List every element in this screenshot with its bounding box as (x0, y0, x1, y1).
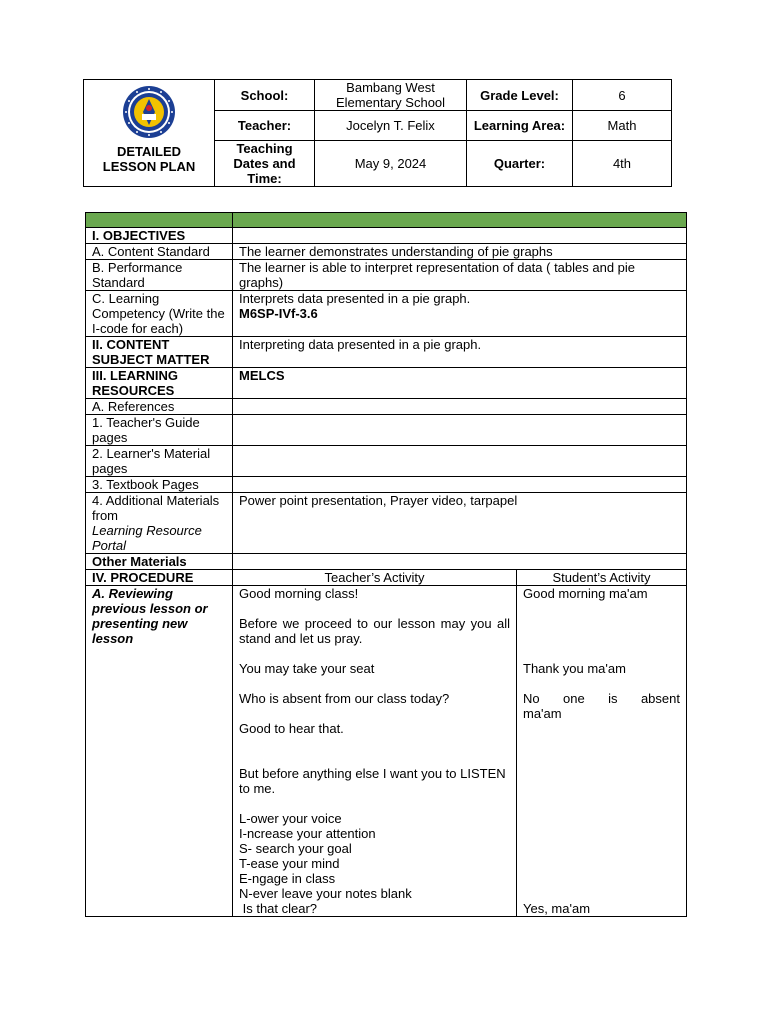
learning-resources-value: MELCS (233, 368, 687, 399)
listen-acronym-line: I-ncrease your attention (239, 826, 376, 841)
other-materials-label: Other Materials (86, 554, 233, 570)
student-line: Yes, ma'am (523, 901, 591, 916)
step-a-label: A. Reviewing previous lesson or presenting new lesson (86, 586, 233, 917)
header-table (83, 79, 672, 187)
teacher-line: Who is absent from our class today? (239, 691, 450, 706)
listen-acronym-line: N-ever leave your notes blank (239, 886, 412, 901)
objectives-label: I. OBJECTIVES (86, 228, 233, 244)
lesson-plan-table (85, 212, 687, 917)
additional-materials-value: Power point presentation, Prayer video, tarpapel (233, 493, 687, 554)
green-header-band (86, 213, 687, 228)
learning-area-value: Math (573, 111, 672, 141)
learners-material-label: 2. Learner's Material pages (86, 446, 233, 477)
teaching-dates-label: Teaching Dates and Time: (215, 141, 315, 187)
learning-competency-cell (233, 291, 687, 337)
teacher-label: Teacher: (215, 111, 315, 141)
teacher-line: Is that clear? (239, 901, 318, 916)
performance-standard-label: B. Performance Standard (86, 260, 233, 291)
deped-seal-logo (122, 85, 176, 139)
teacher-value: Jocelyn T. Felix (315, 111, 467, 141)
listen-acronym-line: S- search your goal (239, 841, 352, 856)
logo-title-cell (84, 80, 215, 187)
student-activity-header: Student’s Activity (517, 570, 687, 586)
content-standard-label: A. Content Standard (86, 244, 233, 260)
student-line: Good morning ma'am (523, 586, 648, 601)
learning-competency-code: M6SP-IVf-3.6 (239, 306, 318, 321)
teachers-guide-label: 1. Teacher's Guide pages (86, 415, 233, 446)
content-subject-matter-value: Interpreting data presented in a pie graph. (233, 337, 687, 368)
teaching-dates-value: May 9, 2024 (315, 141, 467, 187)
student-activity-cell (517, 586, 687, 917)
listen-acronym-line: E-ngage in class (239, 871, 336, 886)
teacher-line: Before we proceed to our lesson may you all stand and let us pray. (239, 616, 510, 646)
teacher-line: But before anything else I want you to LISTEN to me. (239, 766, 506, 796)
student-line: No one is absent (523, 691, 680, 706)
student-line: ma'am (523, 706, 562, 721)
school-label: School: (215, 80, 315, 111)
teacher-activity-header: Teacher’s Activity (233, 570, 517, 586)
learning-resources-label: III. LEARNING RESOURCES (86, 368, 233, 399)
listen-acronym-line: T-ease your mind (239, 856, 340, 871)
content-standard-value: The learner demonstrates understanding of pie graphs (233, 244, 687, 260)
listen-acronym-line: L-ower your voice (239, 811, 342, 826)
document-title: DETAILED LESSON PLAN (102, 144, 196, 174)
learning-competency-label: C. Learning Competency (Write the I-code for each) (86, 291, 233, 337)
grade-level-label: Grade Level: (467, 80, 573, 111)
additional-materials-label-italic: Learning Resource Portal (92, 523, 202, 553)
learning-competency-value: Interprets data presented in a pie graph. (239, 291, 471, 306)
additional-materials-label (86, 493, 233, 554)
content-subject-matter-label: II. CONTENT SUBJECT MATTER (86, 337, 233, 368)
textbook-pages-label: 3. Textbook Pages (86, 477, 233, 493)
quarter-label: Quarter: (467, 141, 573, 187)
student-line: Thank you ma'am (523, 661, 626, 676)
school-value: Bambang West Elementary School (315, 80, 467, 111)
procedure-label: IV. PROCEDURE (86, 570, 233, 586)
quarter-value: 4th (573, 141, 672, 187)
teacher-line: Good morning class! (239, 586, 359, 601)
additional-materials-label-text: 4. Additional Materials from (92, 493, 220, 523)
teacher-line: Good to hear that. (239, 721, 344, 736)
teacher-line: You may take your seat (239, 661, 375, 676)
teacher-activity-cell (233, 586, 517, 917)
grade-level-value: 6 (573, 80, 672, 111)
references-label: A. References (86, 399, 233, 415)
performance-standard-value: The learner is able to interpret representation of data ( tables and pie graphs) (233, 260, 687, 291)
learning-area-label: Learning Area: (467, 111, 573, 141)
